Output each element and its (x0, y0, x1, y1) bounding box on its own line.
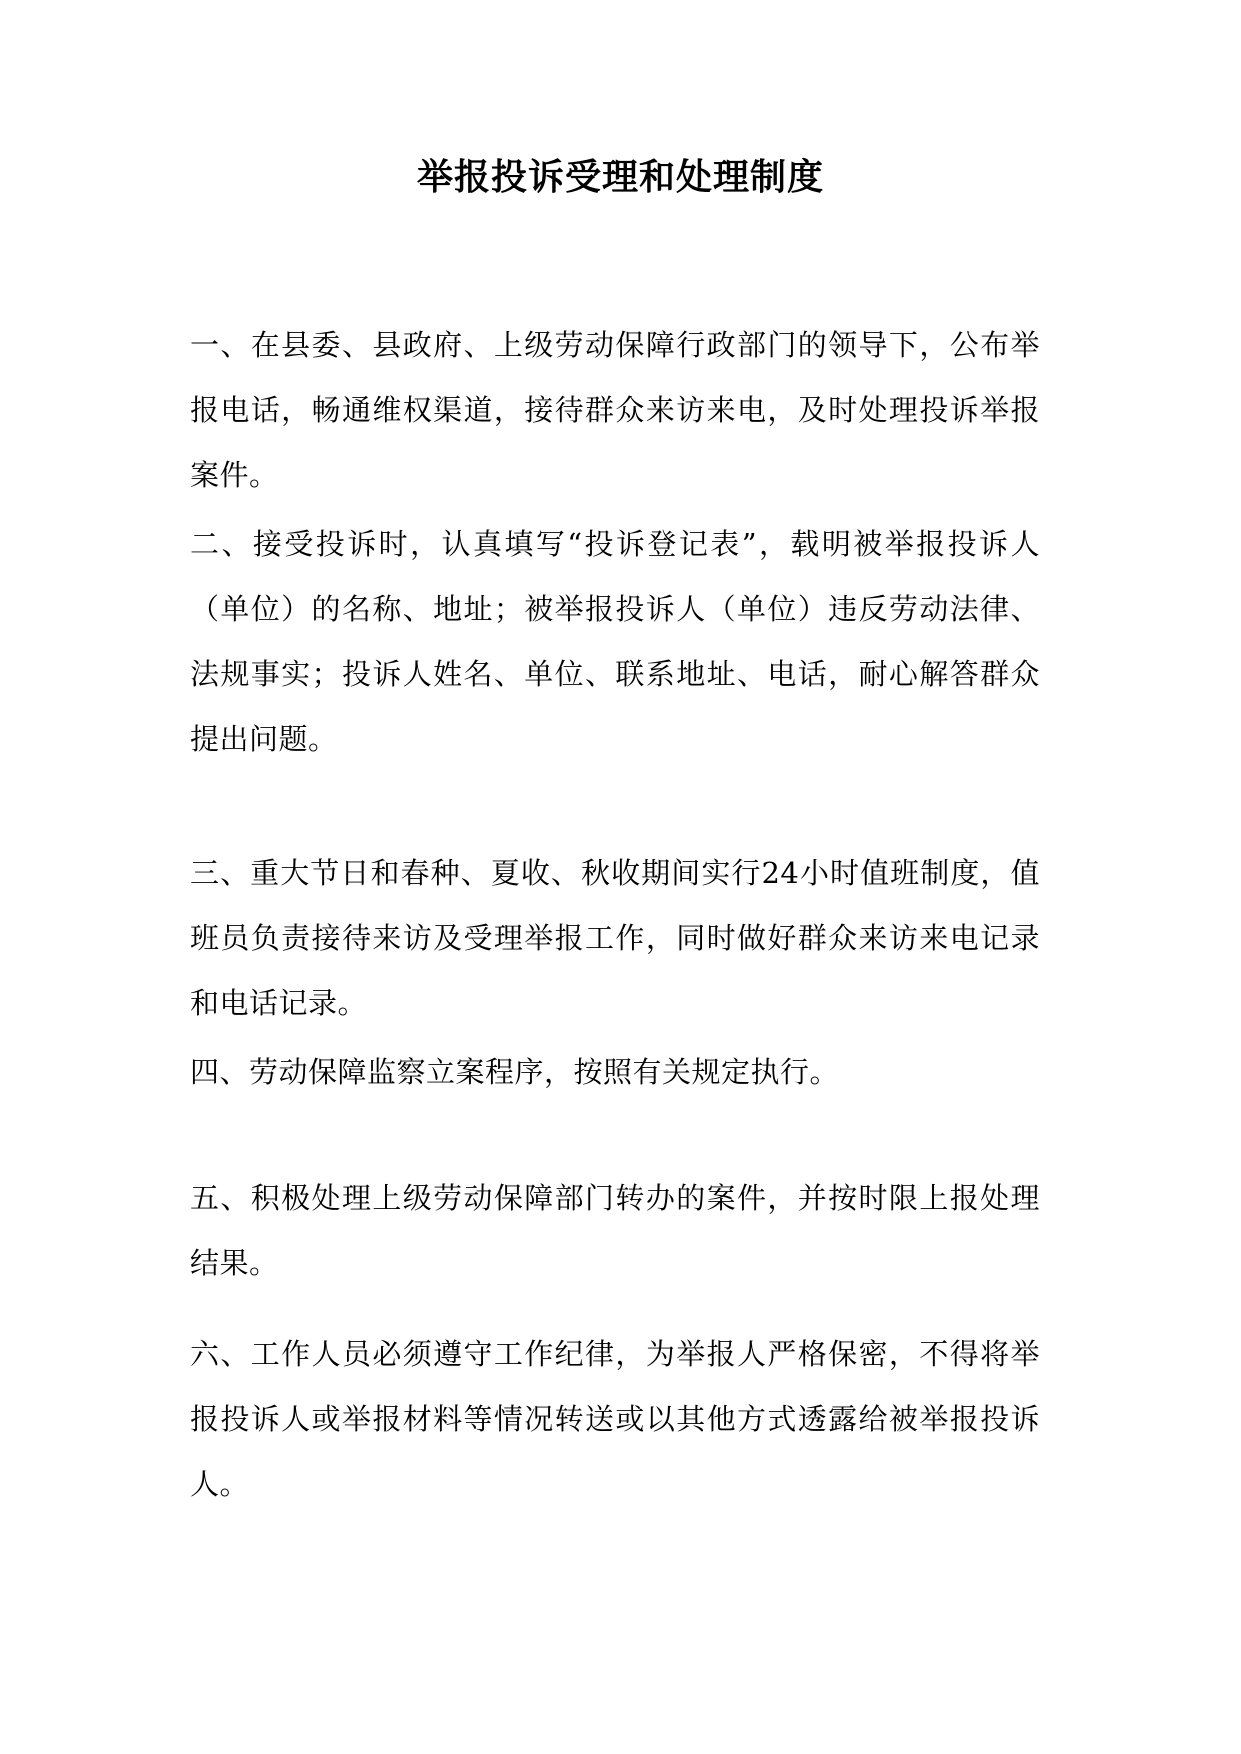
paragraph-3: 三、重大节日和春种、夏收、秋收期间实行24小时值班制度，值班员负责接待来访及受理举报工作，同时做好群众来访来电记录和电话记录。 (190, 856, 1040, 1020)
paragraph-1: 一、在县委、县政府、上级劳动保障行政部门的领导下，公布举报电话，畅通维权渠道，接待群众来访来电，及时处理投诉举报案件。 (190, 328, 1040, 492)
paragraph-2: 二、接受投诉时，认真填写“投诉登记表”，载明被举报投诉人（单位）的名称、地址；被举报投诉人（单位）违反劳动法律、法规事实；投诉人姓名、单位、联系地址、电话，耐心解答群众提出问题。 (190, 527, 1040, 756)
paragraph-4: 四、劳动保障监察立案程序，按照有关规定执行。 (190, 1055, 840, 1089)
document-title: 举报投诉受理和处理制度 (416, 156, 824, 198)
paragraph-6: 六、工作人员必须遵守工作纪律，为举报人严格保密，不得将举报投诉人或举报材料等情况转送或以其他方式透露给被举报投诉人。 (190, 1337, 1040, 1501)
paragraph-5: 五、积极处理上级劳动保障部门转办的案件，并按时限上报处理结果。 (190, 1181, 1040, 1280)
